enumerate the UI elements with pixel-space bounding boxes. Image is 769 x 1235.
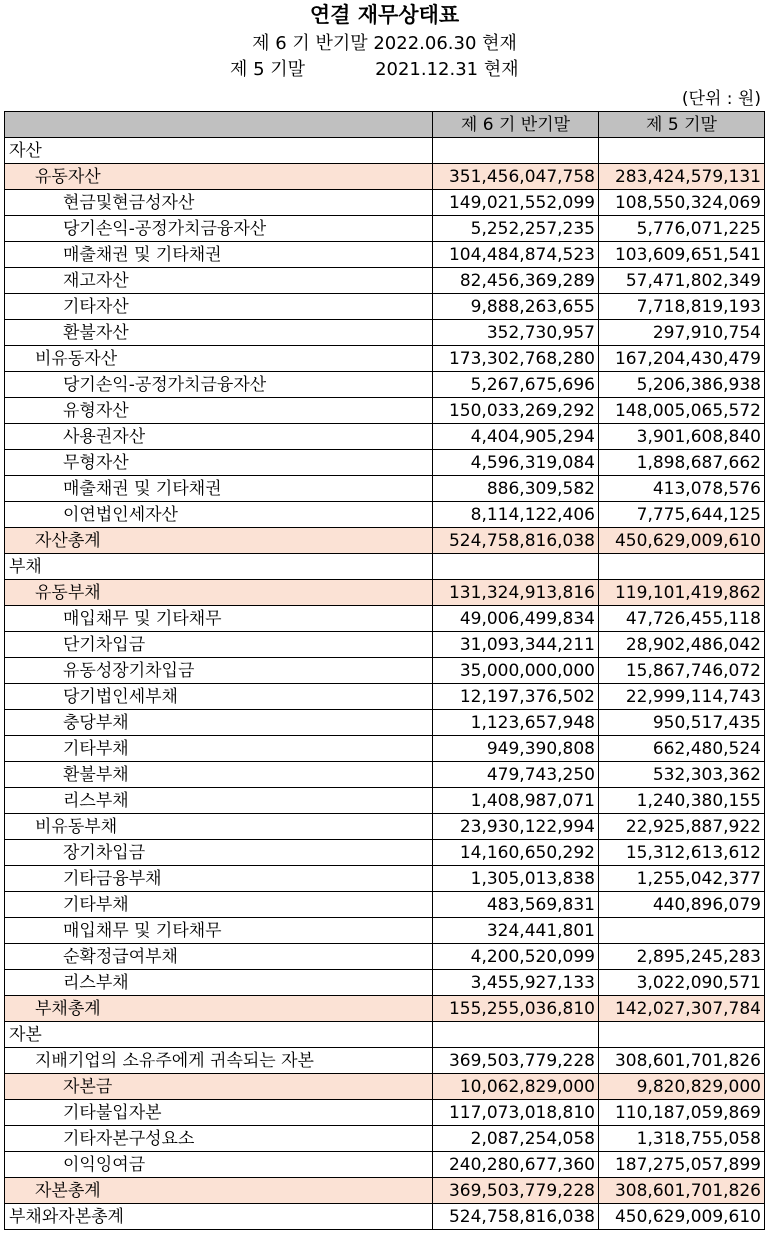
- row-label: 기타부채: [5, 736, 433, 762]
- value-current: 49,006,499,834: [433, 606, 599, 632]
- table-row: [5, 398, 765, 424]
- value-current: 4,200,520,099: [433, 944, 599, 970]
- row-label: 충당부채: [5, 710, 433, 736]
- row-label: 부채: [5, 554, 433, 580]
- row-label: 자산총계: [5, 528, 433, 554]
- period-current: 제 6 기 반기말 2022.06.30 현재: [252, 33, 517, 54]
- table-row: [5, 840, 765, 866]
- row-label: 유동부채: [5, 580, 433, 606]
- period-previous-label: 제 5 기말: [230, 59, 306, 80]
- value-current: 8,114,122,406: [433, 502, 599, 528]
- row-label: 기타부채: [5, 892, 433, 918]
- value-current: [433, 554, 599, 580]
- value-previous: 47,726,455,118: [599, 606, 765, 632]
- value-current: 352,730,957: [433, 320, 599, 346]
- value-current: 155,255,036,810: [433, 996, 599, 1022]
- table-row: [5, 1204, 765, 1230]
- value-previous: 1,255,042,377: [599, 866, 765, 892]
- value-previous: 15,867,746,072: [599, 658, 765, 684]
- row-label: 기타불입자본: [5, 1100, 433, 1126]
- value-current: 483,569,831: [433, 892, 599, 918]
- value-current: 369,503,779,228: [433, 1178, 599, 1204]
- row-label: 순확정급여부채: [5, 944, 433, 970]
- value-current: 524,758,816,038: [433, 528, 599, 554]
- value-current: 949,390,808: [433, 736, 599, 762]
- value-current: 5,252,257,235: [433, 216, 599, 242]
- value-previous: 3,901,608,840: [599, 424, 765, 450]
- row-label: 이익잉여금: [5, 1152, 433, 1178]
- value-previous: 413,078,576: [599, 476, 765, 502]
- table-row: [5, 190, 765, 216]
- value-previous: 5,206,386,938: [599, 372, 765, 398]
- table-row: [5, 788, 765, 814]
- value-current: 9,888,263,655: [433, 294, 599, 320]
- table-row: [5, 918, 765, 944]
- table-row: [5, 502, 765, 528]
- row-label: 유동성장기차입금: [5, 658, 433, 684]
- row-label: 자본금: [5, 1074, 433, 1100]
- table-row: [5, 164, 765, 190]
- row-label: 이연법인세자산: [5, 502, 433, 528]
- period-previous: [230, 59, 630, 81]
- row-label: 리스부채: [5, 788, 433, 814]
- value-current: 351,456,047,758: [433, 164, 599, 190]
- value-current: 3,455,927,133: [433, 970, 599, 996]
- value-current: 4,404,905,294: [433, 424, 599, 450]
- value-previous: 22,999,114,743: [599, 684, 765, 710]
- table-row: [5, 736, 765, 762]
- table-row: [5, 424, 765, 450]
- table-row: [5, 996, 765, 1022]
- row-label: 유동자산: [5, 164, 433, 190]
- value-previous: 28,902,486,042: [599, 632, 765, 658]
- value-current: 1,408,987,071: [433, 788, 599, 814]
- table-row: [5, 372, 765, 398]
- table-row: [5, 684, 765, 710]
- header-cell-previous: 제 5 기말: [599, 112, 765, 138]
- value-current: 117,073,018,810: [433, 1100, 599, 1126]
- table-row: [5, 1048, 765, 1074]
- table-row: [5, 476, 765, 502]
- value-current: 369,503,779,228: [433, 1048, 599, 1074]
- table-row: [5, 710, 765, 736]
- value-previous: 1,318,755,058: [599, 1126, 765, 1152]
- header-cell-label: [5, 112, 433, 138]
- value-previous: 1,240,380,155: [599, 788, 765, 814]
- row-label: 당기손익-공정가치금융자산: [5, 372, 433, 398]
- table-row: [5, 320, 765, 346]
- row-label: 매출채권 및 기타채권: [5, 242, 433, 268]
- table-row: [5, 294, 765, 320]
- table-row: [5, 1074, 765, 1100]
- row-label: 리스부채: [5, 970, 433, 996]
- value-current: 2,087,254,058: [433, 1126, 599, 1152]
- value-current: 150,033,269,292: [433, 398, 599, 424]
- value-previous: [599, 918, 765, 944]
- table-row: [5, 1022, 765, 1048]
- row-label: 매입채무 및 기타채무: [5, 606, 433, 632]
- value-previous: 450,629,009,610: [599, 1204, 765, 1230]
- table-row: [5, 580, 765, 606]
- value-previous: [599, 1022, 765, 1048]
- value-previous: 142,027,307,784: [599, 996, 765, 1022]
- row-label: 환불부채: [5, 762, 433, 788]
- table-row: [5, 346, 765, 372]
- value-current: [433, 1022, 599, 1048]
- row-label: 자산: [5, 138, 433, 164]
- value-previous: 110,187,059,869: [599, 1100, 765, 1126]
- row-label: 당기손익-공정가치금융자산: [5, 216, 433, 242]
- table-row: [5, 658, 765, 684]
- value-previous: 167,204,430,479: [599, 346, 765, 372]
- row-label: 현금및현금성자산: [5, 190, 433, 216]
- row-label: 유형자산: [5, 398, 433, 424]
- table-row: [5, 528, 765, 554]
- row-label: 매입채무 및 기타채무: [5, 918, 433, 944]
- value-previous: 2,895,245,283: [599, 944, 765, 970]
- value-previous: 9,820,829,000: [599, 1074, 765, 1100]
- value-previous: 187,275,057,899: [599, 1152, 765, 1178]
- value-current: 31,093,344,211: [433, 632, 599, 658]
- value-current: 1,123,657,948: [433, 710, 599, 736]
- period-previous-date: 2021.12.31 현재: [375, 59, 519, 80]
- value-previous: 108,550,324,069: [599, 190, 765, 216]
- value-current: 104,484,874,523: [433, 242, 599, 268]
- row-label: 자본: [5, 1022, 433, 1048]
- table-row: [5, 944, 765, 970]
- row-label: 기타금융부채: [5, 866, 433, 892]
- value-previous: 283,424,579,131: [599, 164, 765, 190]
- table-row: [5, 554, 765, 580]
- row-label: 부채와자본총계: [5, 1204, 433, 1230]
- value-current: 479,743,250: [433, 762, 599, 788]
- value-current: 131,324,913,816: [433, 580, 599, 606]
- value-current: [433, 138, 599, 164]
- value-previous: 297,910,754: [599, 320, 765, 346]
- value-previous: 1,898,687,662: [599, 450, 765, 476]
- row-label: 당기법인세부채: [5, 684, 433, 710]
- table-row: [5, 866, 765, 892]
- page-title: 연결 재무상태표: [309, 3, 460, 27]
- value-previous: 7,718,819,193: [599, 294, 765, 320]
- row-label: 매출채권 및 기타채권: [5, 476, 433, 502]
- row-label: 자본총계: [5, 1178, 433, 1204]
- value-previous: 148,005,065,572: [599, 398, 765, 424]
- value-current: 5,267,675,696: [433, 372, 599, 398]
- value-previous: 662,480,524: [599, 736, 765, 762]
- value-current: 524,758,816,038: [433, 1204, 599, 1230]
- value-current: 35,000,000,000: [433, 658, 599, 684]
- row-label: 단기차입금: [5, 632, 433, 658]
- value-previous: 5,776,071,225: [599, 216, 765, 242]
- table-row: [5, 268, 765, 294]
- row-label: 사용권자산: [5, 424, 433, 450]
- value-previous: 950,517,435: [599, 710, 765, 736]
- row-label: 기타자산: [5, 294, 433, 320]
- value-previous: 57,471,802,349: [599, 268, 765, 294]
- table-row: [5, 1100, 765, 1126]
- value-current: 14,160,650,292: [433, 840, 599, 866]
- table-row: [5, 970, 765, 996]
- row-label: 기타자본구성요소: [5, 1126, 433, 1152]
- value-current: 149,021,552,099: [433, 190, 599, 216]
- row-label: 비유동자산: [5, 346, 433, 372]
- table-row: [5, 606, 765, 632]
- value-previous: 308,601,701,826: [599, 1048, 765, 1074]
- table-row: [5, 242, 765, 268]
- row-label: 지배기업의 소유주에게 귀속되는 자본: [5, 1048, 433, 1074]
- value-current: 240,280,677,360: [433, 1152, 599, 1178]
- table-row: [5, 814, 765, 840]
- table-row: [5, 632, 765, 658]
- value-previous: 532,303,362: [599, 762, 765, 788]
- value-current: 324,441,801: [433, 918, 599, 944]
- row-label: 재고자산: [5, 268, 433, 294]
- row-label: 환불자산: [5, 320, 433, 346]
- value-current: 886,309,582: [433, 476, 599, 502]
- value-previous: [599, 138, 765, 164]
- row-label: 무형자산: [5, 450, 433, 476]
- value-previous: 308,601,701,826: [599, 1178, 765, 1204]
- value-previous: 119,101,419,862: [599, 580, 765, 606]
- table-row: [5, 1152, 765, 1178]
- table-row: [5, 762, 765, 788]
- value-previous: 7,775,644,125: [599, 502, 765, 528]
- value-previous: [599, 554, 765, 580]
- value-current: 1,305,013,838: [433, 866, 599, 892]
- value-current: 4,596,319,084: [433, 450, 599, 476]
- value-previous: 440,896,079: [599, 892, 765, 918]
- value-previous: 22,925,887,922: [599, 814, 765, 840]
- table-row: [5, 216, 765, 242]
- balance-sheet-table: [4, 111, 765, 1230]
- value-current: 82,456,369,289: [433, 268, 599, 294]
- table-header-row: [5, 112, 765, 138]
- table-row: [5, 1126, 765, 1152]
- value-current: 12,197,376,502: [433, 684, 599, 710]
- row-label: 비유동부채: [5, 814, 433, 840]
- table-row: [5, 892, 765, 918]
- value-current: 10,062,829,000: [433, 1074, 599, 1100]
- value-current: 23,930,122,994: [433, 814, 599, 840]
- value-previous: 450,629,009,610: [599, 528, 765, 554]
- value-previous: 3,022,090,571: [599, 970, 765, 996]
- value-current: 173,302,768,280: [433, 346, 599, 372]
- unit-label: (단위 : 원): [681, 89, 761, 109]
- row-label: 부채총계: [5, 996, 433, 1022]
- table-row: [5, 1178, 765, 1204]
- table-row: [5, 138, 765, 164]
- value-previous: 15,312,613,612: [599, 840, 765, 866]
- header-cell-current: 제 6 기 반기말: [433, 112, 599, 138]
- value-previous: 103,609,651,541: [599, 242, 765, 268]
- row-label: 장기차입금: [5, 840, 433, 866]
- table-row: [5, 450, 765, 476]
